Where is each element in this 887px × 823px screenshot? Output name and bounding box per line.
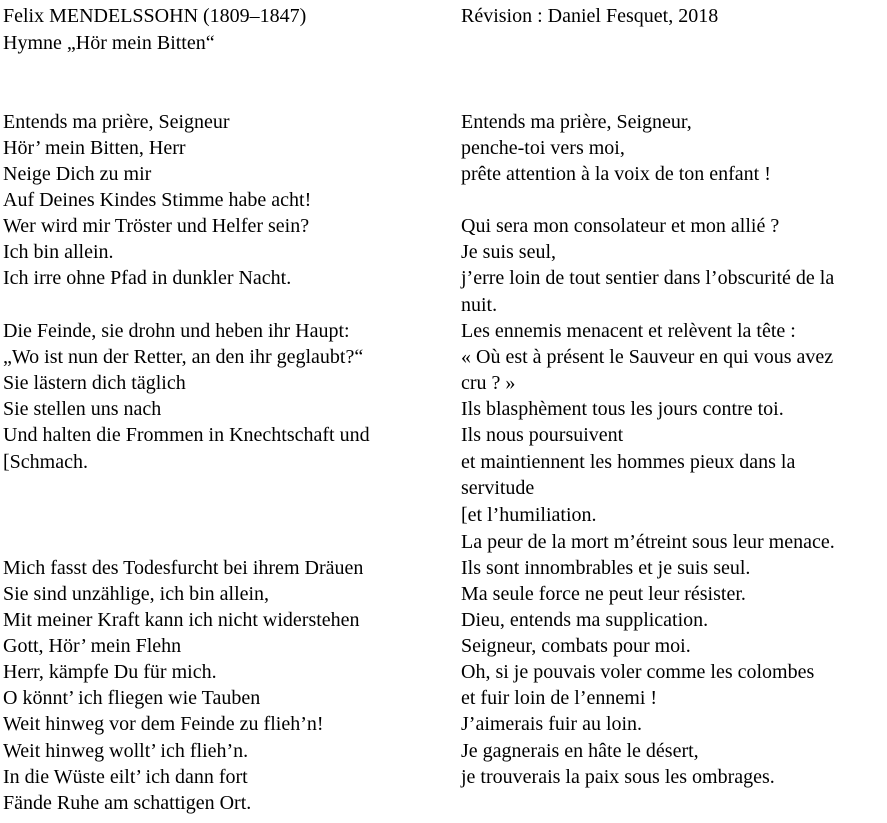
german-line: Sie stellen uns nach [3, 398, 162, 420]
german-line: Sie lästern dich täglich [3, 372, 186, 394]
german-line: Fände Ruhe am schattigen Ort. [3, 792, 252, 814]
french-line: je trouverais la paix sous les ombrages. [461, 766, 775, 788]
german-line: Weit hinweg vor dem Feinde zu flieh’n! [3, 713, 324, 735]
german-line: O könnt’ ich fliegen wie Tauben [3, 687, 261, 709]
french-line: Dieu, entends ma supplication. [461, 609, 709, 631]
work-title: Hymne „Hör mein Bitten“ [3, 32, 215, 54]
french-line: [et l’humiliation. [461, 504, 597, 526]
french-line: Les ennemis menacent et relèvent la tête : [461, 320, 796, 342]
german-line: Ich bin allein. [3, 241, 114, 263]
german-line: Sie sind unzählige, ich bin allein, [3, 583, 270, 605]
french-line: Ils sont innombrables et je suis seul. [461, 557, 751, 579]
composer-line: Felix MENDELSSOHN (1809–1847) [3, 5, 307, 27]
german-line: Ich irre ohne Pfad in dunkler Nacht. [3, 267, 292, 289]
german-line: Gott, Hör’ mein Flehn [3, 635, 182, 657]
german-line: Mit meiner Kraft kann ich nicht widerstehen [3, 609, 360, 631]
french-line: Ma seule force ne peut leur résister. [461, 583, 746, 605]
german-line: Entends ma prière, Seigneur [3, 111, 230, 133]
french-line: « Où est à présent le Sauveur en qui vous avez [461, 346, 834, 368]
french-line: servitude [461, 477, 535, 499]
french-line: J’aimerais fuir au loin. [461, 713, 643, 735]
french-line: La peur de la mort m’étreint sous leur menace. [461, 531, 835, 553]
french-line: cru ? » [461, 372, 516, 394]
german-line: Auf Deines Kindes Stimme habe acht! [3, 189, 312, 211]
french-line: Qui sera mon consolateur et mon allié ? [461, 215, 780, 237]
french-line: prête attention à la voix de ton enfant ! [461, 163, 771, 185]
german-line: [Schmach. [3, 451, 88, 473]
german-line: Hör’ mein Bitten, Herr [3, 137, 186, 159]
german-line: Neige Dich zu mir [3, 163, 152, 185]
german-line: Weit hinweg wollt’ ich flieh’n. [3, 740, 249, 762]
french-line: Je suis seul, [461, 241, 556, 263]
german-line: Die Feinde, sie drohn und heben ihr Haupt: [3, 320, 350, 342]
german-line: Herr, kämpfe Du für mich. [3, 661, 217, 683]
french-line: Ils nous poursuivent [461, 424, 624, 446]
german-line: Mich fasst des Todesfurcht bei ihrem Dräuen [3, 557, 364, 579]
german-line: In die Wüste eilt’ ich dann fort [3, 766, 248, 788]
french-line: j’erre loin de tout sentier dans l’obscurité de la [461, 267, 835, 289]
german-line: Und halten die Frommen in Knechtschaft und [3, 424, 370, 446]
french-line: Oh, si je pouvais voler comme les colombes [461, 661, 815, 683]
french-line: penche-toi vers moi, [461, 137, 625, 159]
french-line: Je gagnerais en hâte le désert, [461, 740, 699, 762]
french-line: nuit. [461, 294, 498, 316]
revision-credit: Révision : Daniel Fesquet, 2018 [461, 5, 719, 27]
french-line: Seigneur, combats pour moi. [461, 635, 691, 657]
french-line: et maintiennent les hommes pieux dans la [461, 451, 796, 473]
french-line: Ils blasphèment tous les jours contre toi. [461, 398, 784, 420]
german-line: Wer wird mir Tröster und Helfer sein? [3, 215, 310, 237]
french-line: Entends ma prière, Seigneur, [461, 111, 692, 133]
german-line: „Wo ist nun der Retter, an den ihr geglaubt?“ [3, 346, 364, 368]
french-line: et fuir loin de l’ennemi ! [461, 687, 658, 709]
